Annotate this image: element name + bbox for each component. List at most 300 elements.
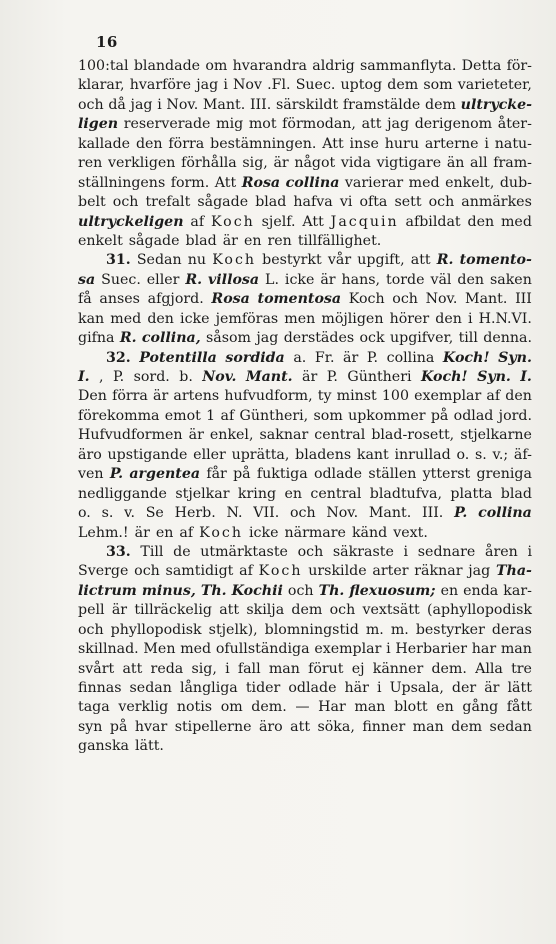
word: huru (384, 135, 419, 152)
word: varierar (344, 174, 404, 191)
word: collina, (141, 330, 201, 347)
word: den (435, 310, 462, 327)
word: ultryckeligen (78, 213, 184, 230)
word: mot (248, 116, 277, 133)
text-line (78, 737, 532, 756)
word: enda (463, 582, 499, 599)
word: att (410, 252, 431, 269)
word: och (112, 194, 139, 211)
word: säkraste (332, 543, 394, 560)
word: är (343, 349, 359, 366)
word: m. (365, 621, 384, 638)
word: är (222, 232, 238, 249)
word: af (179, 524, 194, 541)
word: här (344, 680, 369, 696)
word: fuktiga (256, 466, 308, 483)
word: hvar (134, 718, 168, 735)
word: med (500, 213, 532, 230)
text-line (78, 504, 532, 523)
word: sågade (128, 232, 180, 249)
word: närmare (284, 524, 346, 541)
word: III. (421, 505, 444, 522)
word: men (284, 310, 316, 327)
word: till (458, 330, 478, 347)
word: man (500, 641, 532, 658)
word: torde (386, 271, 425, 288)
word: Koch (212, 252, 257, 269)
word: L. (265, 271, 279, 288)
word: ej (351, 660, 365, 677)
word: Mant. (465, 291, 508, 308)
word: tillfällighet. (297, 232, 382, 249)
word: VII. (253, 505, 280, 522)
word: få (78, 291, 92, 308)
word: en (155, 524, 174, 541)
word: — (295, 699, 310, 716)
word: fått (506, 699, 532, 716)
word: och (78, 621, 104, 638)
word: a. (293, 349, 307, 366)
word: hafva (293, 194, 333, 211)
word: ligen (78, 116, 119, 133)
text-line (78, 213, 532, 232)
word: 31. (106, 252, 131, 269)
text-line (78, 446, 532, 465)
word: Till (140, 543, 164, 560)
word: eller (146, 271, 180, 288)
word: sig, (191, 660, 217, 677)
word: .Fl. (267, 77, 291, 94)
word: sig, (242, 155, 268, 172)
word: Den (78, 388, 107, 405)
word: pell (78, 602, 105, 619)
word: icke (284, 271, 315, 288)
word: b. (179, 369, 193, 385)
word: i (468, 310, 473, 327)
word: taga (78, 699, 110, 716)
word: varieteter, (457, 77, 532, 94)
word: utmärktaste (200, 543, 288, 560)
word: arterne (424, 135, 479, 152)
word: upstigande (107, 446, 188, 463)
word: I. (520, 369, 532, 385)
word: en (440, 582, 459, 599)
word: i (527, 543, 532, 560)
word: Nov. (326, 505, 359, 522)
word: lictrum (78, 582, 137, 599)
word: ställen (368, 466, 417, 483)
word: räknar (414, 563, 463, 580)
word: central (314, 427, 366, 444)
word: eller (193, 446, 226, 463)
word: vår (327, 252, 352, 269)
word: sord. (133, 369, 170, 385)
word: och (329, 602, 356, 619)
text-line (78, 154, 532, 173)
word: blad (185, 232, 217, 249)
word: Syn. (477, 369, 511, 385)
word: stipellerne (174, 718, 252, 735)
word: III. (249, 96, 272, 113)
word: vi (339, 194, 353, 211)
word: v.; (492, 446, 509, 463)
word: emot (164, 407, 201, 424)
word: en (284, 485, 302, 502)
text-line (78, 562, 532, 581)
word: nedliggande (78, 485, 167, 502)
word: sedan (489, 718, 532, 735)
word: nu (187, 252, 207, 269)
word: ty (317, 388, 332, 405)
word: möjligen (321, 310, 384, 327)
word: vextsätt (362, 602, 420, 619)
word: anses (99, 291, 140, 308)
word: bestämningen. (210, 135, 317, 152)
word: Sedan (136, 252, 182, 269)
word: Kochii (231, 582, 283, 599)
word: Alla (475, 660, 503, 677)
word: ultrycke- (460, 96, 532, 113)
word: Att (214, 174, 237, 191)
word: jag (387, 116, 410, 133)
word: der (451, 680, 477, 696)
word: notis (176, 699, 213, 716)
word: dem (387, 77, 419, 94)
word: odlade (313, 466, 363, 483)
word: artens (173, 388, 220, 405)
word: s. (101, 505, 114, 522)
text-line (78, 640, 532, 659)
word: icke (248, 524, 279, 541)
word: Att (302, 213, 324, 230)
word: fall (237, 660, 261, 677)
word: 100:tal (78, 58, 129, 74)
word: sjelf. (261, 213, 296, 230)
word: är (320, 271, 336, 288)
word: Koch! (442, 349, 490, 366)
word: med (180, 641, 212, 658)
word: något (294, 155, 336, 172)
word: tillräckelig (134, 602, 212, 619)
word: tomentosa (257, 291, 342, 308)
word: är (134, 524, 150, 541)
word: v. (124, 505, 135, 522)
word: förra (168, 135, 205, 152)
text-line (78, 271, 532, 290)
text-line (78, 621, 532, 640)
word: på (109, 718, 128, 735)
word: Rosa (211, 291, 250, 308)
word: minus, (141, 582, 196, 599)
word: är (188, 427, 204, 444)
word: tre (511, 660, 532, 677)
word: den (457, 271, 485, 288)
word: af (239, 563, 253, 580)
word: känner (372, 660, 424, 677)
word: är (273, 155, 289, 172)
word: upgift, (357, 252, 405, 269)
word: Koch (199, 524, 243, 541)
word: uprätta, (231, 446, 290, 463)
word: och (297, 543, 324, 560)
text-line (78, 718, 532, 737)
word: dem (291, 602, 323, 619)
word: Koch (210, 213, 255, 230)
word: finner (362, 718, 406, 735)
word: den (505, 388, 532, 405)
word: (aphyllopodisk (426, 602, 532, 619)
word: att (219, 602, 240, 619)
word: af (486, 388, 501, 405)
word: att (122, 660, 143, 677)
word: af (220, 407, 235, 424)
word: villosa (208, 271, 260, 288)
word: enkel, (209, 427, 254, 444)
word: upkommer (348, 407, 426, 424)
word: vigtigare (376, 155, 442, 172)
word: bladens (295, 446, 352, 463)
word: odlade (288, 680, 337, 696)
text-line (78, 524, 532, 543)
word: med (408, 174, 440, 191)
word: P. (454, 505, 468, 522)
word: hans, (341, 271, 381, 288)
text-line (78, 465, 532, 484)
word: , (99, 369, 104, 385)
word: känd (351, 524, 388, 541)
word: är (302, 369, 318, 385)
text-line (78, 57, 532, 76)
word: sett (394, 194, 422, 211)
word: ren (267, 232, 292, 249)
word: sågade (197, 194, 249, 211)
word: framstälde (342, 96, 421, 113)
word: i (403, 543, 409, 560)
word: bestyrkt (262, 252, 322, 269)
word: som (423, 77, 453, 94)
word: R. (436, 252, 454, 269)
word: Suec. (295, 77, 336, 94)
word: 1 (206, 407, 216, 424)
word: inrullad (394, 446, 451, 463)
word: gifna (78, 330, 115, 347)
word: 33. (106, 543, 131, 560)
word: Th. (318, 582, 345, 599)
word: Koch! (420, 369, 468, 385)
word: finnas (78, 680, 122, 696)
word: man (354, 699, 386, 716)
word: och (287, 582, 314, 599)
word: förut (308, 660, 344, 677)
word: jemföras (215, 310, 279, 327)
word: kan (78, 310, 105, 327)
word: collina (478, 505, 532, 522)
word: och (392, 291, 418, 308)
word: saknar (259, 427, 309, 444)
word: Herbarier (395, 641, 467, 658)
word: de (173, 543, 191, 560)
word: af (190, 213, 205, 230)
word: bestyrker (415, 621, 485, 638)
text-line (78, 115, 532, 134)
word: jord. (498, 407, 532, 424)
word: arter (372, 563, 409, 580)
word: äro (78, 446, 102, 463)
word: har (471, 641, 497, 658)
word: Rosa (241, 174, 281, 191)
word: jag (468, 563, 491, 580)
word: Se (145, 505, 164, 522)
word: deras (491, 621, 532, 638)
word: all (470, 155, 488, 172)
word: ofta (359, 194, 388, 211)
text-line (78, 96, 532, 115)
word: lätt. (135, 738, 164, 755)
word: hvarandra (232, 58, 307, 74)
word: P. (112, 369, 125, 385)
word: odlad (453, 407, 494, 424)
word: med (110, 310, 142, 327)
word: H.N.VI. (478, 310, 532, 327)
text-line (78, 679, 532, 698)
word: Mant. (368, 505, 412, 522)
word: som (313, 407, 343, 424)
word: stjelkarne (460, 427, 532, 444)
word: i (225, 660, 230, 677)
word: den (467, 213, 495, 230)
word: kallade (78, 135, 131, 152)
word: Har (318, 699, 346, 716)
word: anmärkes (461, 194, 532, 211)
word: vext. (393, 524, 428, 541)
word: blad (255, 194, 287, 211)
word: enkelt (78, 232, 123, 249)
word: 32. (106, 349, 131, 366)
word: Th. (200, 582, 227, 599)
word: att (290, 718, 311, 735)
word: Koch (258, 563, 303, 580)
word: sedan (129, 680, 172, 696)
text-line (78, 426, 532, 445)
text-line (78, 193, 532, 212)
word: för- (506, 58, 532, 74)
word: derstädes (283, 330, 355, 347)
word: och (428, 194, 455, 211)
word: jag (130, 96, 153, 113)
word: exemplar (414, 388, 482, 405)
word: kar- (503, 582, 532, 599)
text-line (78, 232, 532, 251)
word: åter- (497, 116, 532, 133)
word: argentea (129, 466, 201, 483)
word: i (484, 135, 489, 152)
word: o. (456, 446, 470, 463)
text-line (78, 290, 532, 309)
word: blott (394, 699, 428, 716)
word: Sverge (78, 563, 129, 580)
text-line (78, 135, 532, 154)
word: i (223, 77, 228, 94)
text-line (78, 310, 532, 329)
word: Tha- (495, 563, 532, 580)
word: afgjord. (147, 291, 204, 308)
word: då (108, 96, 126, 113)
word: såsom (206, 330, 252, 347)
text-line (78, 601, 532, 620)
word: i (386, 641, 391, 658)
word: förmodan, (282, 116, 356, 133)
word: sordida (225, 349, 285, 366)
word: collina (285, 174, 340, 191)
word: aldrig (312, 58, 355, 74)
word: mig (216, 116, 244, 133)
word: stjelkar (175, 485, 230, 502)
word: hörer (389, 310, 430, 327)
word: Mant. (245, 369, 293, 385)
word: belt (78, 194, 106, 211)
word: Güntheri (347, 369, 412, 385)
word: dem (425, 96, 456, 113)
word: R. (185, 271, 203, 288)
word: denna. (483, 330, 532, 347)
word: stjelk), (208, 621, 258, 638)
word: dem. (251, 699, 287, 716)
word: än (446, 155, 465, 172)
word: kant (356, 446, 389, 463)
word: Fr. (314, 349, 335, 366)
word: i (376, 680, 382, 696)
word: exemplar (314, 641, 382, 658)
text-line (78, 698, 532, 717)
word: om (220, 699, 243, 716)
word: hvarföre (129, 77, 192, 94)
word: är (153, 388, 169, 405)
word: s. (475, 446, 487, 463)
word: dem. (431, 660, 467, 677)
word: skillnad. (78, 641, 139, 658)
word: jag (196, 77, 219, 94)
word: sa (78, 271, 96, 288)
word: Suec. (101, 271, 141, 288)
word: om (205, 58, 228, 74)
word: i (157, 96, 162, 113)
word: N. (226, 505, 243, 522)
word: blandade (133, 58, 201, 74)
word: trefalt (145, 194, 191, 211)
word: Men (143, 641, 176, 658)
word: ren (78, 155, 103, 172)
word: sammanflyta. (360, 58, 457, 74)
word: Potentilla (139, 349, 217, 366)
text-line (78, 174, 532, 193)
word: collina (386, 349, 435, 366)
word: ofullständiga (215, 641, 310, 658)
word: ock (359, 330, 385, 347)
word: P. (326, 369, 338, 385)
text-line (78, 543, 532, 562)
word: bladtufva, (369, 485, 443, 502)
text-line (78, 582, 532, 601)
word: ven (78, 466, 104, 483)
word: central (310, 485, 362, 502)
word: en (436, 699, 454, 716)
word: kring (237, 485, 277, 502)
word: och (78, 96, 104, 113)
word: uptog (340, 77, 383, 94)
word: lätt (507, 680, 532, 696)
word: Nov. (202, 369, 237, 385)
word: phyllopodisk (110, 621, 202, 638)
